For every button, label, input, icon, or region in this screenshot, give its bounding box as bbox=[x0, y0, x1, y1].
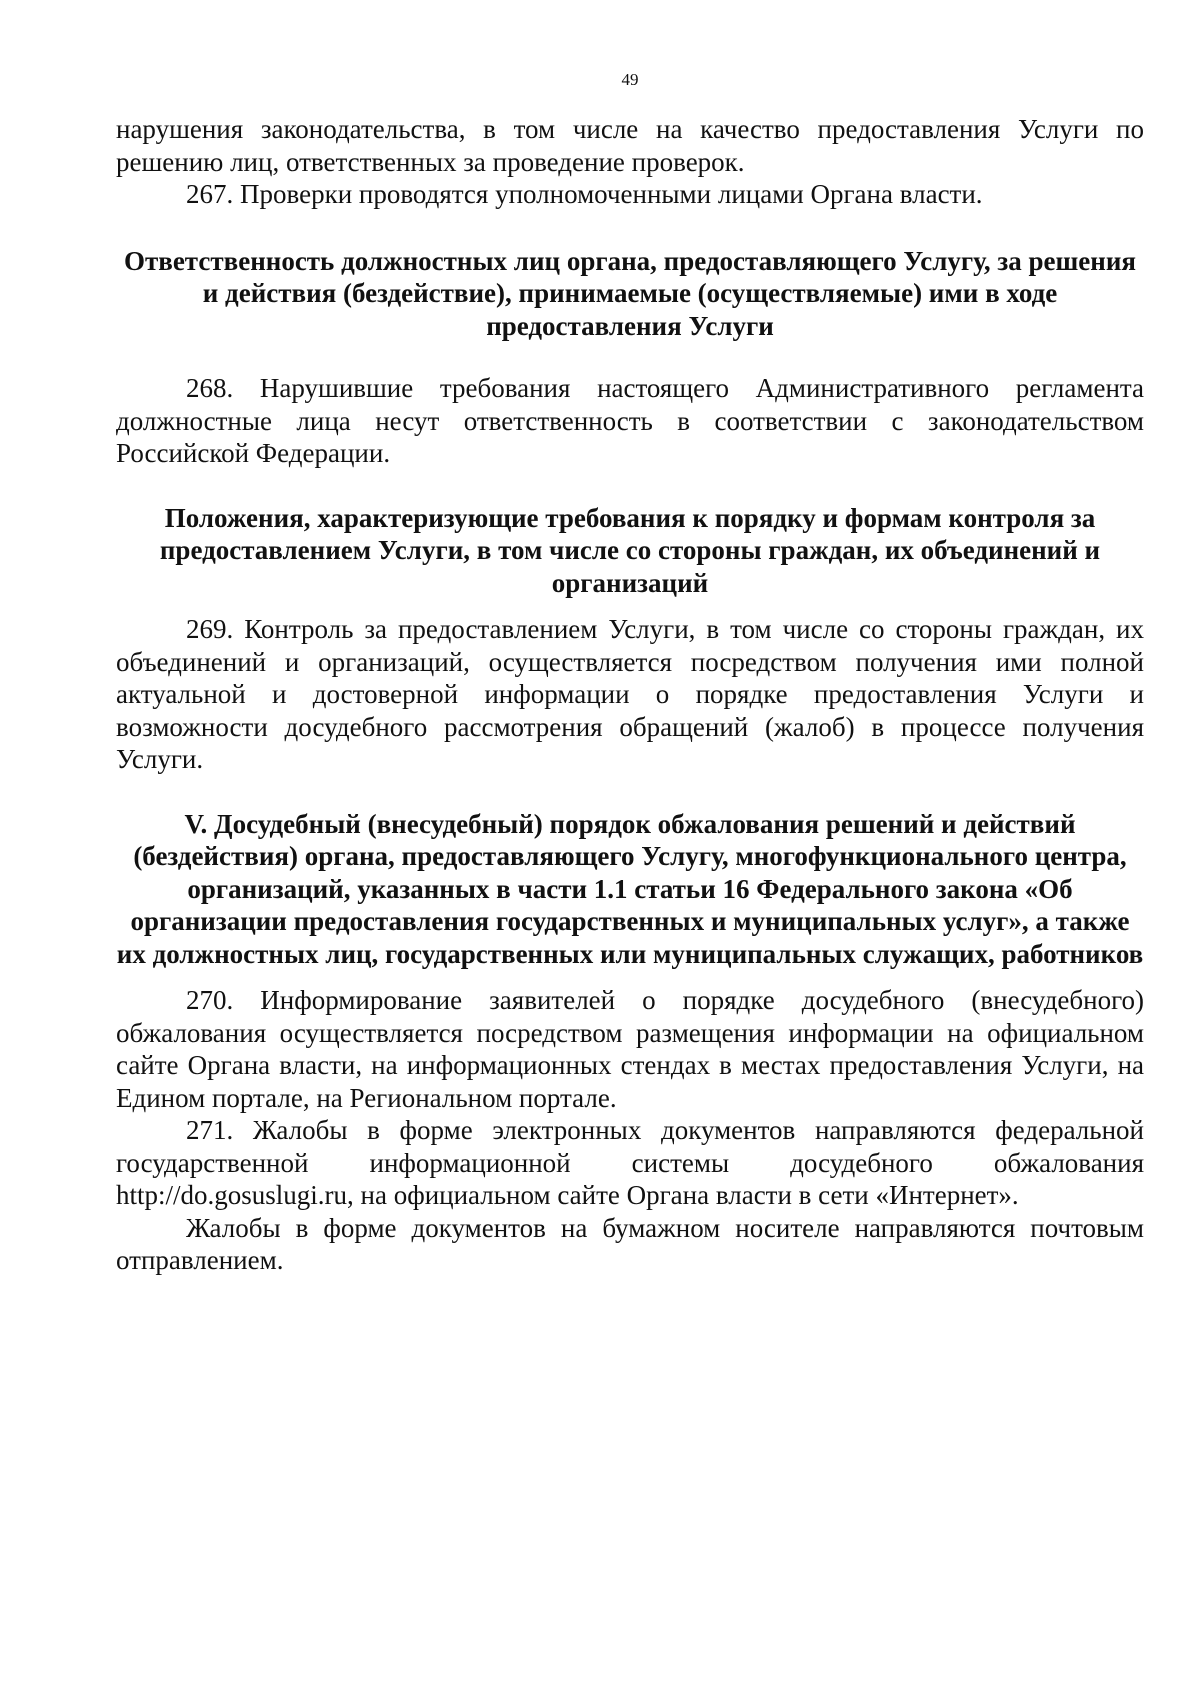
paragraph-268: 268. Нарушившие требования настоящего Административного регламента должностные лица несут ответственность в соответствии с законодательством Российской Федерации. bbox=[116, 373, 1144, 468]
section-heading-control: Положения, характеризующие требования к порядку и формам контроля за предоставлением Услуги, в том числе со стороны граждан, их объединений и организаций bbox=[159, 502, 1101, 598]
section-heading-appeal: V. Досудебный (внесудебный) порядок обжалования решений и действий (бездействия) органа, предоставляющего Услугу, многофункционального центра, организаций, указанных в части 1.1 статьи 16 Федерального закона «Об организации предоставления государственных и муниципальных услуг», а также их должностных лиц, государственных или муниципальных служащих, работников bbox=[116, 808, 1144, 969]
paragraph-continuation: нарушения законодательства, в том числе на качество предоставления Услуги по решению лиц, ответственных за проведение проверок. bbox=[116, 114, 1144, 177]
paragraph-269: 269. Контроль за предоставлением Услуги, в том числе со стороны граждан, их объединений и организаций, осуществляется посредством получения ими полной актуальной и достоверной информации о порядке предоставления Услуги и возможности досудебного рассмотрения обращений (жалоб) в процессе получения Услуги. bbox=[116, 614, 1144, 774]
paragraph-paper-complaints: Жалобы в форме документов на бумажном носителе направляются почтовым отправлением. bbox=[116, 1212, 1144, 1275]
paragraph-267: 267. Проверки проводятся уполномоченными лицами Органа власти. bbox=[186, 179, 983, 209]
section-heading-responsibility: Ответственность должностных лиц органа, предоставляющего Услугу, за решения и действия (бездействие), принимаемые (осуществляемые) ими в ходе предоставления Услуги bbox=[123, 245, 1137, 341]
page-number: 49 bbox=[621, 70, 639, 89]
document-body bbox=[116, 113, 1144, 1277]
paragraph-270: 270. Информирование заявителей о порядке досудебного (внесудебного) обжалования осуществляется посредством размещения информации на официальном сайте Органа власти, на информационных стендах в местах предоставления Услуги, на Едином портале, на Региональном портале. bbox=[116, 985, 1144, 1113]
paragraph-271: 271. Жалобы в форме электронных документов направляются федеральной государственной информационной системы досудебного обжалования http://do.gosuslugi.ru, на официальном сайте Органа власти в сети «Интернет». bbox=[116, 1115, 1144, 1210]
